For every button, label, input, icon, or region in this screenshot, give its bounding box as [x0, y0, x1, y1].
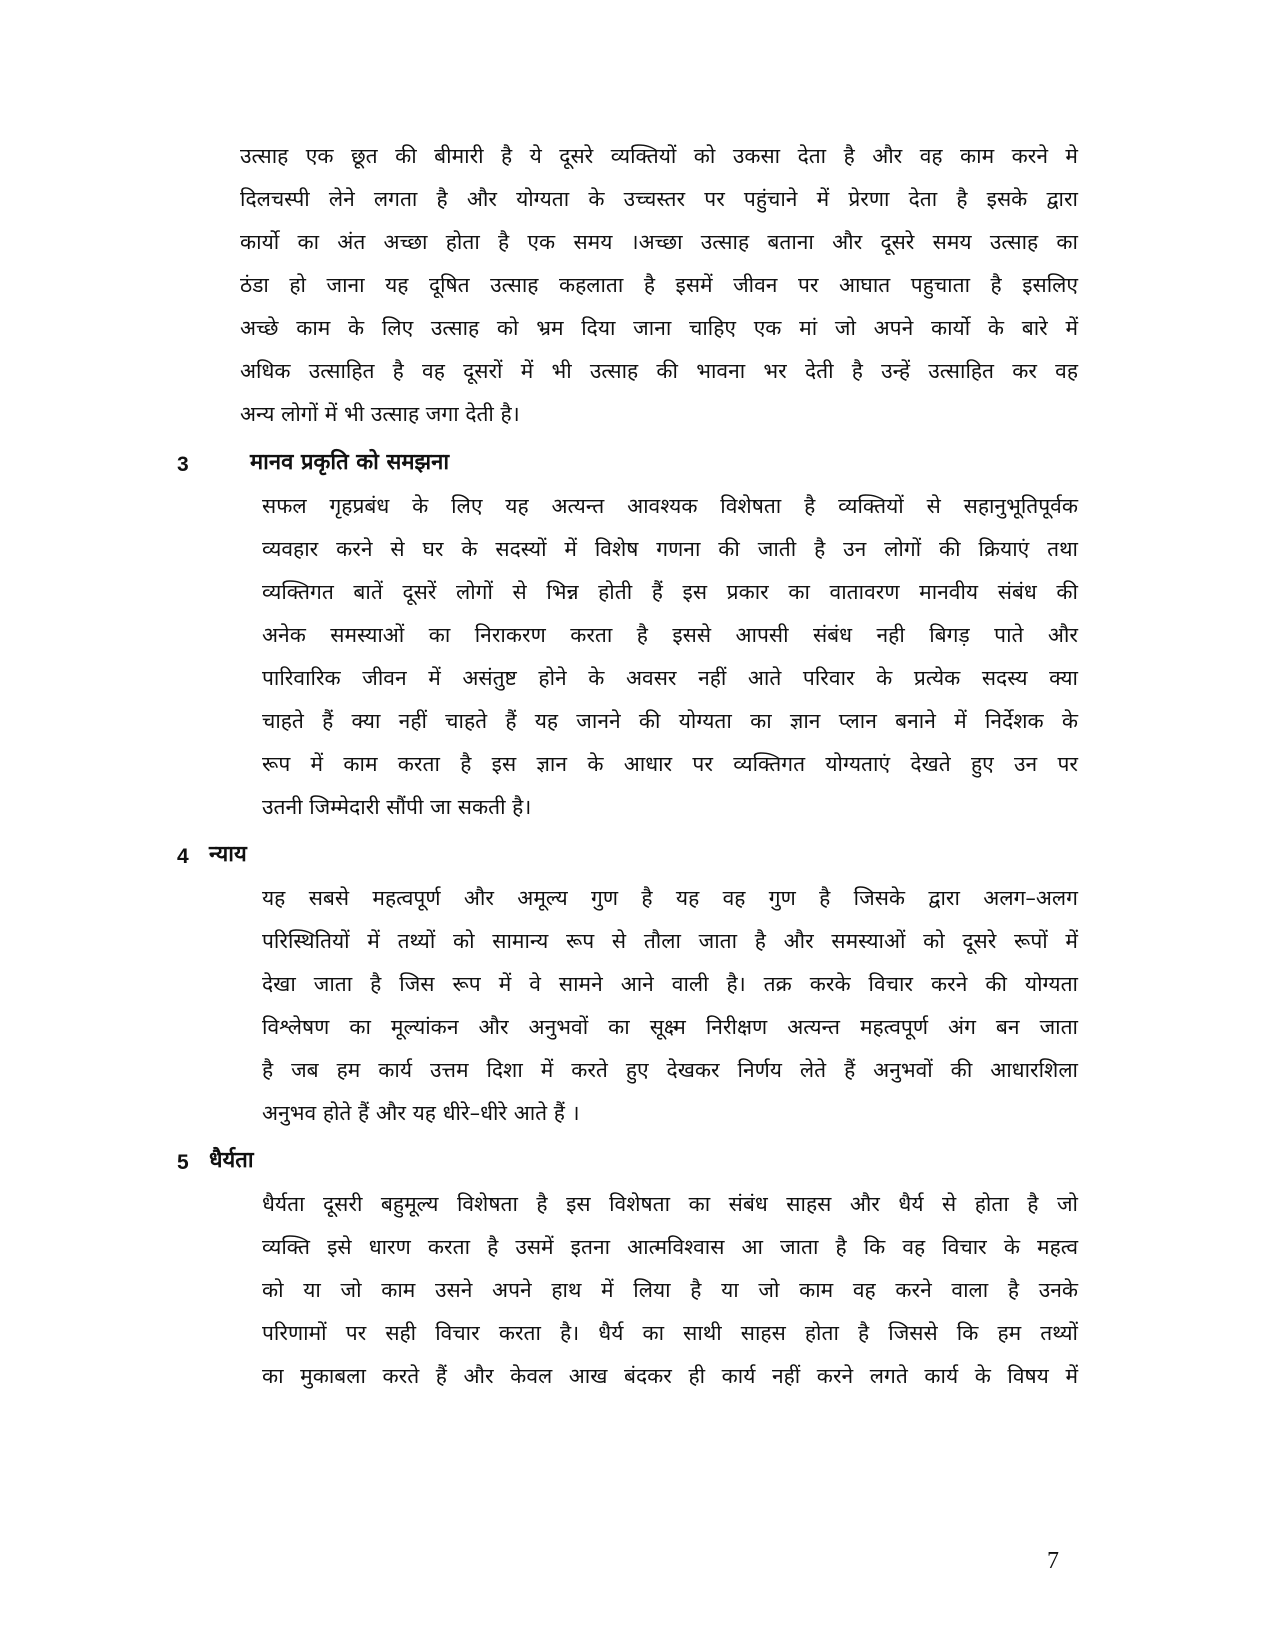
text-line: अनेक समस्याओं का निराकरण करता है इससे आपसी संबंध नही बिगड़ पाते और [262, 623, 1078, 647]
section-heading: मानव प्रकृति को समझना [250, 450, 450, 475]
section-heading: धैर्यता [209, 1148, 254, 1173]
text-line: व्यक्तिगत बातें दूसरें लोगों से भिन्न होती हैं इस प्रकार का वातावरण मानवीय संबंध की [262, 580, 1078, 604]
text-line: है जब हम कार्य उत्तम दिशा में करते हुए देखकर निर्णय लेते हैं अनुभवों की आधारशिला [262, 1058, 1078, 1082]
text-line: कार्यो का अंत अच्छा होता है एक समय ।अच्छा उत्साह बताना और दूसरे समय उत्साह का [240, 230, 1078, 254]
page-number: 7 [1047, 1548, 1059, 1574]
section-number: 3 [177, 453, 189, 476]
text-line: परिस्थितियों में तथ्यों को सामान्य रूप से तौला जाता है और समस्याओं को दूसरे रूपों में [262, 929, 1078, 953]
text-line: व्यक्ति इसे धारण करता है उसमें इतना आत्मविश्वास आ जाता है कि वह विचार के महत्व [262, 1235, 1078, 1259]
text-line: अधिक उत्साहित है वह दूसरों में भी उत्साह की भावना भर देती है उन्हें उत्साहित कर वह [240, 359, 1078, 383]
text-line: उत्साह एक छूत की बीमारी है ये दूसरे व्यक्तियों को उकसा देता है और वह काम करने मे [240, 144, 1078, 168]
text-line: यह सबसे महत्वपूर्ण और अमूल्य गुण है यह वह गुण है जिसके द्वारा अलग–अलग [262, 886, 1078, 910]
text-line: विश्लेषण का मूल्यांकन और अनुभवों का सूक्ष्म निरीक्षण अत्यन्त महत्वपूर्ण अंग बन जाता [262, 1015, 1078, 1039]
text-line: धैर्यता दूसरी बहुमूल्य विशेषता है इस विशेषता का संबंध साहस और धैर्य से होता है जो [262, 1192, 1078, 1216]
text-line: ठंडा हो जाना यह दूषित उत्साह कहलाता है इसमें जीवन पर आघात पहुचाता है इसलिए [240, 273, 1078, 297]
text-line: पारिवारिक जीवन में असंतुष्ट होने के अवसर नहीं आते परिवार के प्रत्येक सदस्य क्या [262, 666, 1078, 690]
text-line: सफल गृहप्रबंध के लिए यह अत्यन्त आवश्यक विशेषता है व्यक्तियों से सहानुभूतिपूर्वक [262, 494, 1078, 518]
text-line: अच्छे काम के लिए उत्साह को भ्रम दिया जाना चाहिए एक मां जो अपने कार्यो के बारे में [240, 316, 1078, 340]
text-line: उतनी जिम्मेदारी सौंपी जा सकती है। [262, 795, 532, 819]
text-line: का मुकाबला करते हैं और केवल आख बंदकर ही कार्य नहीं करने लगते कार्य के विषय में [262, 1364, 1078, 1388]
text-line: परिणामों पर सही विचार करता है। धैर्य का साथी साहस होता है जिससे कि हम तथ्यों [262, 1321, 1078, 1345]
text-line: अन्य लोगों में भी उत्साह जगा देती है। [240, 402, 520, 426]
text-line: देखा जाता है जिस रूप में वे सामने आने वाली है। तक्र करके विचार करने की योग्यता [262, 972, 1078, 996]
text-line: दिलचस्पी लेने लगता है और योग्यता के उच्चस्तर पर पहुंचाने में प्रेरणा देता है इसके द्वारा [240, 187, 1078, 211]
text-line: को या जो काम उसने अपने हाथ में लिया है या जो काम वह करने वाला है उनके [262, 1278, 1078, 1302]
text-line: चाहते हैं क्या नहीं चाहते हैं यह जानने की योग्यता का ज्ञान प्लान बनाने में निर्देशक के [262, 709, 1078, 733]
section-number: 5 [177, 1151, 189, 1174]
section-heading: न्याय [209, 842, 247, 867]
text-line: व्यवहार करने से घर के सदस्यों में विशेष गणना की जाती है उन लोगों की क्रियाएं तथा [262, 537, 1078, 561]
text-line: रूप में काम करता है इस ज्ञान के आधार पर व्यक्तिगत योग्यताएं देखते हुए उन पर [262, 752, 1078, 776]
text-line: अनुभव होते हैं और यह धीरे–धीरे आते हैं । [262, 1101, 580, 1125]
section-number: 4 [177, 845, 189, 868]
